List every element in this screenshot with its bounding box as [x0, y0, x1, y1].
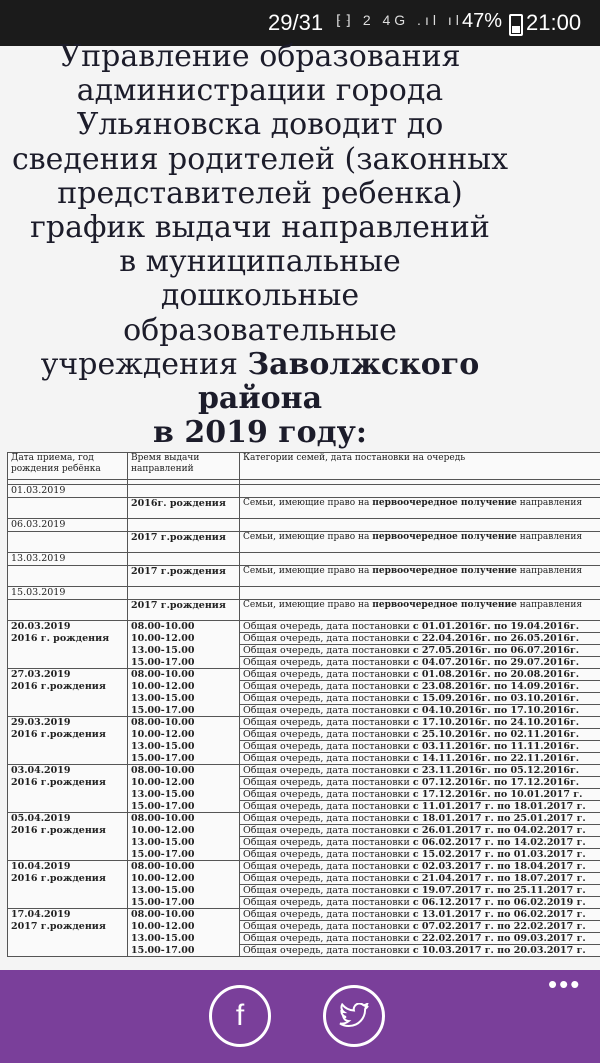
queue-text: Общая очередь, дата постановки	[243, 873, 413, 884]
time-cell: 08.00-10.00	[128, 813, 240, 825]
queue-text: Общая очередь, дата постановки	[243, 741, 413, 752]
table-row	[8, 705, 600, 717]
category-emphasis: первоочередное получение	[372, 566, 517, 576]
table-cell	[8, 498, 128, 519]
table-row	[8, 741, 600, 753]
queue-cell	[240, 753, 600, 765]
time-cell: 08.00-10.00	[128, 669, 240, 681]
queue-cell	[240, 633, 600, 645]
category-text: направления	[516, 498, 583, 508]
queue-text: Общая очередь, дата постановки	[243, 633, 413, 644]
queue-range: с 01.08.2016г. по 20.08.2016г.	[412, 669, 580, 680]
table-row	[8, 909, 600, 921]
table-row	[8, 681, 600, 693]
queue-range: с 07.12.2016г. по 17.12.2016г.	[412, 777, 580, 788]
date-cell: 20.03.2019	[8, 621, 128, 633]
queue-cell	[240, 693, 600, 705]
time-cell: 08.00-10.00	[128, 765, 240, 777]
queue-text: Общая очередь, дата постановки	[243, 681, 413, 692]
queue-range: с 19.07.2017 г. по 25.11.2017 г.	[412, 885, 586, 896]
table-row	[8, 873, 600, 885]
table-row	[8, 837, 600, 849]
queue-text: Общая очередь, дата постановки	[243, 717, 413, 728]
time-cell: 13.00-15.00	[128, 885, 240, 897]
queue-text: Общая очередь, дата постановки	[243, 825, 413, 836]
table-row	[8, 621, 600, 633]
time-cell: 15.00-17.00	[128, 897, 240, 909]
queue-range: с 17.10.2016г. по 24.10.2016г.	[412, 717, 580, 728]
year-cell: 2016 г.рождения	[8, 681, 128, 693]
queue-range: с 15.09.2016г. по 03.10.2016г.	[412, 693, 580, 704]
time-cell: 10.00-12.00	[128, 729, 240, 741]
battery-icon	[509, 14, 523, 36]
queue-range: с 06.12.2017 г. по 06.02.2019 г.	[412, 897, 586, 908]
queue-cell	[240, 669, 600, 681]
table-cell	[128, 485, 240, 498]
table-cell	[8, 945, 128, 957]
queue-range: с 22.04.2016г. по 26.05.2016г.	[412, 633, 580, 644]
table-cell	[8, 789, 128, 801]
queue-cell	[240, 765, 600, 777]
facebook-share-button[interactable]	[209, 985, 271, 1047]
year-cell: 2017 г.рождения	[128, 566, 240, 587]
table-row	[8, 813, 600, 825]
queue-text: Общая очередь, дата постановки	[243, 621, 413, 632]
table-row	[8, 669, 600, 681]
queue-text: Общая очередь, дата постановки	[243, 657, 413, 668]
table-row	[8, 587, 600, 600]
table-row	[8, 717, 600, 729]
time-cell: 15.00-17.00	[128, 705, 240, 717]
time-cell: 10.00-12.00	[128, 633, 240, 645]
table-cell	[240, 519, 600, 532]
queue-range: с 11.01.2017 г. по 18.01.2017 г.	[412, 801, 586, 812]
table-cell	[8, 705, 128, 717]
category-cell	[240, 566, 600, 587]
table-row	[8, 553, 600, 566]
time-cell: 13.00-15.00	[128, 933, 240, 945]
queue-range: с 10.03.2017 г. по 20.03.2017 г.	[412, 945, 586, 956]
date-cell: 01.03.2019	[8, 485, 128, 498]
year-cell: 2017 г.рождения	[128, 600, 240, 621]
table-cell	[8, 897, 128, 909]
document-heading	[0, 40, 520, 450]
queue-range: с 26.01.2017 г. по 04.02.2017 г.	[412, 825, 586, 836]
queue-cell	[240, 777, 600, 789]
table-row	[8, 801, 600, 813]
table-cell	[8, 753, 128, 765]
table-row	[8, 777, 600, 789]
queue-text: Общая очередь, дата постановки	[243, 921, 413, 932]
table-cell	[240, 485, 600, 498]
queue-cell	[240, 621, 600, 633]
queue-cell	[240, 861, 600, 873]
table-row	[8, 885, 600, 897]
table-cell	[8, 566, 128, 587]
table-row	[8, 498, 600, 519]
queue-cell	[240, 681, 600, 693]
share-bar	[0, 970, 600, 1063]
heading-line: в муниципальные	[119, 244, 401, 280]
table-row	[8, 765, 600, 777]
queue-cell	[240, 825, 600, 837]
time-cell: 08.00-10.00	[128, 621, 240, 633]
queue-range: с 25.10.2016г. по 02.11.2016г.	[412, 729, 580, 740]
queue-range: с 15.02.2017 г. по 01.03.2017 г.	[412, 849, 586, 860]
category-text: Семьи, имеющие право на	[243, 600, 373, 610]
category-emphasis: первоочередное получение	[372, 498, 517, 508]
twitter-icon	[339, 1003, 369, 1029]
heading-line-part: учреждения	[40, 346, 248, 382]
category-text: направления	[516, 532, 583, 542]
heading-line: дошкольные	[160, 278, 360, 314]
table-row	[8, 485, 600, 498]
date-cell: 15.03.2019	[8, 587, 128, 600]
year-cell: 2017 г.рождения	[128, 532, 240, 553]
category-emphasis: первоочередное получение	[372, 600, 517, 610]
queue-range: с 23.08.2016г. по 14.09.2016г.	[412, 681, 580, 692]
time-cell: 08.00-10.00	[128, 909, 240, 921]
table-row	[8, 693, 600, 705]
table-cell	[8, 837, 128, 849]
queue-range: с 13.01.2017 г. по 06.02.2017 г.	[412, 909, 586, 920]
category-text: Семьи, имеющие право на	[243, 566, 373, 576]
heading-year: в 2019 году:	[153, 415, 367, 451]
table-row	[8, 729, 600, 741]
queue-range: с 04.07.2016г. по 29.07.2016г.	[412, 657, 580, 668]
queue-range: с 27.05.2016г. по 06.07.2016г.	[412, 645, 580, 656]
queue-range: с 04.10.2016г. по 17.10.2016г.	[412, 705, 580, 716]
queue-range: с 21.04.2017 г. по 18.07.2017 г.	[412, 873, 586, 884]
queue-text: Общая очередь, дата постановки	[243, 729, 413, 740]
category-emphasis: первоочередное получение	[372, 532, 517, 542]
heading-line: Ульяновска доводит до	[76, 107, 444, 143]
table-row	[8, 921, 600, 933]
queue-cell	[240, 789, 600, 801]
table-cell	[8, 532, 128, 553]
queue-cell	[240, 801, 600, 813]
queue-text: Общая очередь, дата постановки	[243, 933, 413, 944]
table-cell	[8, 693, 128, 705]
category-text: Семьи, имеющие право на	[243, 498, 373, 508]
queue-range: с 22.02.2017 г. по 09.03.2017 г.	[412, 933, 586, 944]
table-row	[8, 600, 600, 621]
queue-text: Общая очередь, дата постановки	[243, 777, 413, 788]
time-cell: 10.00-12.00	[128, 921, 240, 933]
queue-cell	[240, 873, 600, 885]
heading-line: Управление образования	[59, 39, 461, 74]
date-cell: 03.04.2019	[8, 765, 128, 777]
queue-text: Общая очередь, дата постановки	[243, 909, 413, 920]
schedule-table	[7, 452, 600, 957]
signal-icons: ⁅⁆ 2 4G .ıl ıl	[336, 12, 463, 28]
queue-range: с 02.03.2017 г. по 18.04.2017 г.	[412, 861, 586, 872]
clock: 21:00	[526, 10, 582, 35]
heading-line: района	[197, 381, 323, 417]
queue-text: Общая очередь, дата постановки	[243, 837, 413, 848]
queue-range: с 06.02.2017 г. по 14.02.2017 г.	[412, 837, 586, 848]
date-cell: 10.04.2019	[8, 861, 128, 873]
time-cell: 13.00-15.00	[128, 837, 240, 849]
queue-text: Общая очередь, дата постановки	[243, 813, 413, 824]
year-cell: 2016 г.рождения	[8, 777, 128, 789]
table-cell	[8, 933, 128, 945]
queue-range: с 23.11.2016г. по 05.12.2016г.	[412, 765, 580, 776]
heading-line: график выдачи направлений	[30, 210, 490, 246]
queue-text: Общая очередь, дата постановки	[243, 885, 413, 896]
queue-cell	[240, 837, 600, 849]
queue-cell	[240, 729, 600, 741]
table-row	[8, 789, 600, 801]
queue-text: Общая очередь, дата постановки	[243, 849, 413, 860]
table-header-row	[8, 453, 600, 480]
table-cell	[8, 849, 128, 861]
queue-text: Общая очередь, дата постановки	[243, 945, 413, 956]
queue-text: Общая очередь, дата постановки	[243, 861, 413, 872]
time-cell: 15.00-17.00	[128, 801, 240, 813]
column-header: Категории семей, дата постановки на очередь	[240, 453, 600, 480]
queue-text: Общая очередь, дата постановки	[243, 801, 413, 812]
year-cell: 2016 г.рождения	[8, 825, 128, 837]
queue-text: Общая очередь, дата постановки	[243, 705, 413, 716]
heading-line: образовательные	[123, 312, 397, 348]
queue-cell	[240, 885, 600, 897]
queue-cell	[240, 849, 600, 861]
time-cell: 13.00-15.00	[128, 789, 240, 801]
twitter-share-button[interactable]	[323, 985, 385, 1047]
table-cell	[8, 657, 128, 669]
queue-cell	[240, 933, 600, 945]
queue-range: с 14.11.2016г. по 22.11.2016г.	[412, 753, 580, 764]
queue-text: Общая очередь, дата постановки	[243, 693, 413, 704]
time-cell: 13.00-15.00	[128, 645, 240, 657]
date-cell: 17.04.2019	[8, 909, 128, 921]
queue-cell	[240, 897, 600, 909]
category-text: направления	[516, 600, 583, 610]
queue-cell	[240, 645, 600, 657]
table-cell	[128, 553, 240, 566]
table-cell	[8, 600, 128, 621]
time-cell: 10.00-12.00	[128, 777, 240, 789]
queue-text: Общая очередь, дата постановки	[243, 753, 413, 764]
column-header: Время выдачи направлений	[128, 453, 240, 480]
table-row	[8, 861, 600, 873]
table-cell	[240, 587, 600, 600]
time-cell: 15.00-17.00	[128, 657, 240, 669]
table-row	[8, 897, 600, 909]
year-cell: 2016 г.рождения	[8, 873, 128, 885]
table-row	[8, 532, 600, 553]
year-cell: 2017 г.рождения	[8, 921, 128, 933]
time-cell: 08.00-10.00	[128, 717, 240, 729]
table-row	[8, 519, 600, 532]
heading-line: сведения родителей (законных	[11, 141, 509, 177]
table-row	[8, 825, 600, 837]
category-cell	[240, 498, 600, 519]
category-cell	[240, 600, 600, 621]
queue-range: с 01.01.2016г. по 19.04.2016г.	[412, 621, 580, 632]
time-cell: 15.00-17.00	[128, 753, 240, 765]
queue-text: Общая очередь, дата постановки	[243, 789, 413, 800]
year-cell: 2016 г. рождения	[8, 633, 128, 645]
heading-line: представителей ребенка)	[57, 175, 463, 211]
queue-cell	[240, 945, 600, 957]
heading-line	[0, 348, 520, 382]
table-row	[8, 645, 600, 657]
date-cell: 13.03.2019	[8, 553, 128, 566]
table-row	[8, 945, 600, 957]
heading-line: администрации города	[76, 73, 444, 109]
district-name: Заволжского	[247, 346, 480, 382]
table-row	[8, 849, 600, 861]
table-row	[8, 657, 600, 669]
table-cell	[240, 553, 600, 566]
table-row	[8, 933, 600, 945]
table-cell	[8, 741, 128, 753]
queue-text: Общая очередь, дата постановки	[243, 897, 413, 908]
table-row	[8, 566, 600, 587]
queue-range: с 18.01.2017 г. по 25.01.2017 г.	[412, 813, 586, 824]
table-cell	[8, 645, 128, 657]
queue-text: Общая очередь, дата постановки	[243, 669, 413, 680]
queue-cell	[240, 909, 600, 921]
year-cell: 2016г. рождения	[128, 498, 240, 519]
date-cell: 27.03.2019	[8, 669, 128, 681]
battery-percent: 47%	[462, 10, 503, 32]
facebook-icon: f	[235, 999, 245, 1032]
column-header: Дата приема, год рождения ребёнка	[8, 453, 128, 480]
queue-cell	[240, 921, 600, 933]
queue-text: Общая очередь, дата постановки	[243, 765, 413, 776]
time-cell: 13.00-15.00	[128, 693, 240, 705]
category-text: направления	[516, 566, 583, 576]
table-cell	[8, 885, 128, 897]
queue-cell	[240, 741, 600, 753]
date-cell: 29.03.2019	[8, 717, 128, 729]
table-row	[8, 633, 600, 645]
date-cell: 06.03.2019	[8, 519, 128, 532]
more-options-icon[interactable]: •••	[548, 969, 582, 999]
queue-range: с 07.02.2017 г. по 22.02.2017 г.	[412, 921, 586, 932]
table-cell	[128, 587, 240, 600]
time-cell: 10.00-12.00	[128, 873, 240, 885]
date-cell: 05.04.2019	[8, 813, 128, 825]
category-text: Семьи, имеющие право на	[243, 532, 373, 542]
table-cell	[128, 519, 240, 532]
queue-range: с 03.11.2016г. по 11.11.2016г.	[412, 741, 580, 752]
queue-cell	[240, 657, 600, 669]
category-cell	[240, 532, 600, 553]
queue-range: с 17.12.2016г. по 10.01.2017 г.	[412, 789, 583, 800]
image-counter: 29/31	[268, 10, 324, 35]
table-row	[8, 753, 600, 765]
queue-cell	[240, 813, 600, 825]
time-cell: 10.00-12.00	[128, 681, 240, 693]
queue-text: Общая очередь, дата постановки	[243, 645, 413, 656]
time-cell: 13.00-15.00	[128, 741, 240, 753]
time-cell: 08.00-10.00	[128, 861, 240, 873]
queue-cell	[240, 717, 600, 729]
time-cell: 15.00-17.00	[128, 849, 240, 861]
time-cell: 10.00-12.00	[128, 825, 240, 837]
time-cell: 15.00-17.00	[128, 945, 240, 957]
table-cell	[8, 801, 128, 813]
year-cell: 2016 г.рождения	[8, 729, 128, 741]
queue-cell	[240, 705, 600, 717]
